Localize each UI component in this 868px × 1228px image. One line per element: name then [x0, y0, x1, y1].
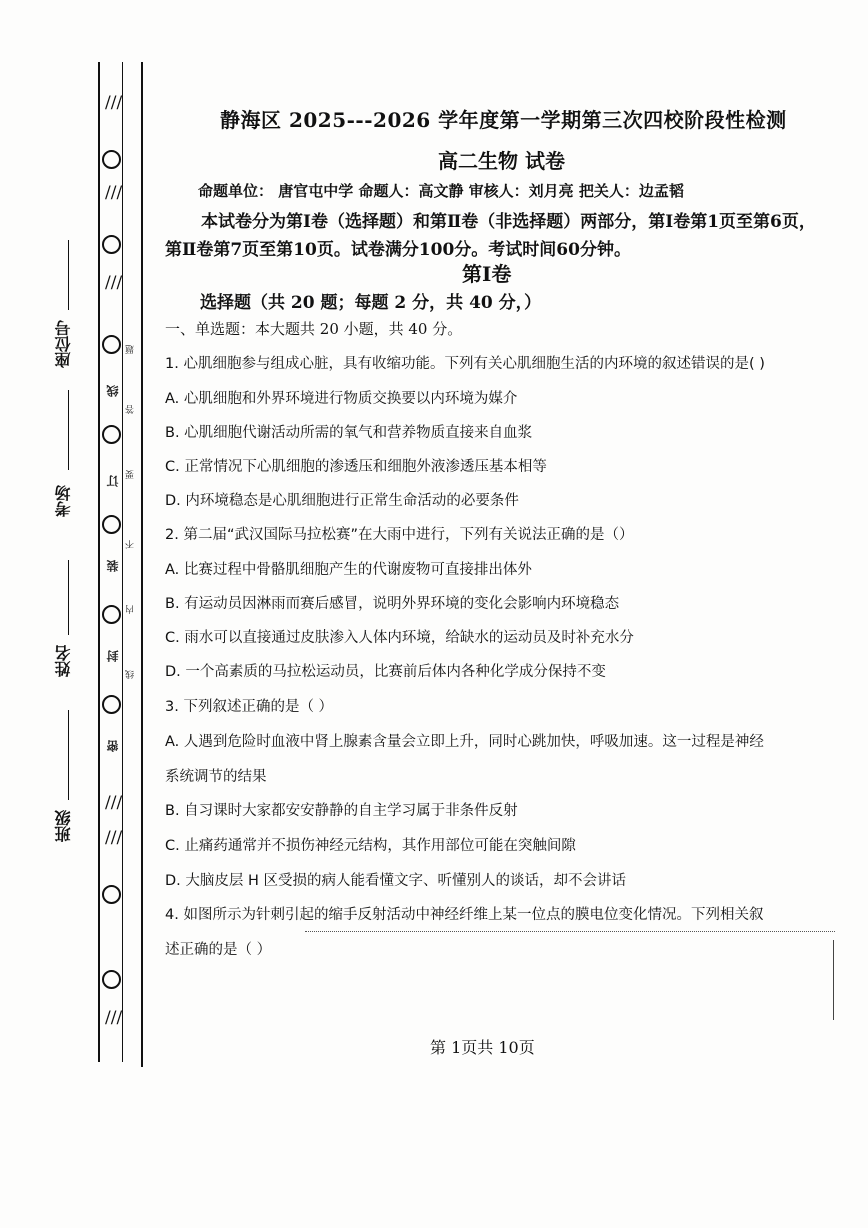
question-option: 系统调节的结果 [165, 769, 267, 785]
margin-mark: 订 [106, 475, 120, 487]
question-option: D. 大脑皮层 H 区受损的病人能看懂文字、听懂别人的谈话，却不会讲话 [165, 873, 627, 889]
margin-mark: 封 [106, 650, 120, 662]
margin-mark: 不 [126, 540, 136, 549]
binding-hole-icon [102, 235, 121, 254]
binding-hole-icon [102, 425, 121, 444]
exam-subtitle: 高二生物 试卷 [438, 149, 565, 173]
name-label: 姓名 [54, 645, 73, 677]
hatch-mark: /// [105, 793, 123, 813]
question-option: B. 心肌细胞代谢活动所需的氧气和营养物质直接来自血浆 [165, 425, 533, 441]
question-option: A. 比赛过程中骨骼肌细胞产生的代谢废物可直接排出体外 [165, 562, 532, 578]
binding-hole-icon [102, 335, 121, 354]
name-line [68, 560, 69, 635]
exam-room-line [68, 390, 69, 470]
question-option: D. 内环境稳态是心肌细胞进行正常生命活动的必要条件 [165, 493, 519, 509]
margin-mark: 内 [126, 605, 136, 614]
section-heading: 一、单选题：本大题共 20 小题，共 40 分。 [165, 320, 463, 338]
hatch-mark: /// [105, 1008, 123, 1028]
question-stem: 1. 心肌细胞参与组成心脏，具有收缩功能。下列有关心肌细胞生活的内环境的叙述错误的是( ) [165, 356, 765, 372]
exam-intro: 本试卷分为第Ⅰ卷（选择题）和第Ⅱ卷（非选择题）两部分，第Ⅰ卷第1页至第6页，第Ⅱ卷第7页至第10页。试卷满分100分。考试时间60分钟。 [165, 212, 816, 260]
question-option: B. 有运动员因淋雨而赛后感冒，说明外界环境的变化会影响内环境稳态 [165, 596, 620, 612]
figure-top-border [305, 931, 835, 932]
hatch-mark: /// [105, 828, 123, 848]
question-option: D. 一个高素质的马拉松运动员，比赛前后体内各种化学成分保持不变 [165, 664, 606, 680]
margin-mark: 装 [106, 560, 120, 572]
selection-heading: 选择题（共 20 题；每题 2 分，共 40 分，） [200, 293, 542, 313]
binding-hole-icon [102, 970, 121, 989]
question-option: 述正确的是（ ） [165, 942, 272, 958]
seat-number-label: 座位号 [54, 320, 73, 368]
binding-hole-icon [102, 150, 121, 169]
question-stem: 2. 第二届“武汉国际马拉松赛”在大雨中进行，下列有关说法正确的是（） [165, 527, 634, 543]
hatch-mark: /// [105, 273, 123, 293]
question-option: A. 人遇到危险时血液中肾上腺素含量会立即上升，同时心跳加快，呼吸加速。这一过程是神经 [165, 734, 764, 750]
figure-edge [833, 940, 834, 1020]
question-stem: 4. 如图所示为针刺引起的缩手反射活动中神经纤维上某一位点的膜电位变化情况。下列相关叙 [165, 907, 764, 923]
hatch-mark: /// [105, 183, 123, 203]
margin-mark: 线 [126, 670, 136, 679]
margin-line-middle [122, 62, 123, 1062]
question-option: B. 自习课时大家都安安静静的自主学习属于非条件反射 [165, 803, 518, 819]
class-line [68, 710, 69, 800]
page-footer: 第 1页共 10页 [430, 1038, 535, 1057]
binding-hole-icon [102, 695, 121, 714]
authors-line: 命题单位： 唐官屯中学 命题人：高文静 审核人：刘月亮 把关人：边孟韬 [198, 182, 684, 200]
margin-mark: 密 [106, 740, 120, 752]
margin-line-outer [98, 62, 100, 1062]
part-heading: 第Ⅰ卷 [462, 262, 512, 286]
margin-mark: 线 [106, 385, 120, 397]
margin-mark: 答 [126, 405, 136, 414]
exam-room-label: 考场 [54, 485, 73, 517]
exam-title: 静海区 2025---2026 学年度第一学期第三次四校阶段性检测 [220, 108, 787, 132]
question-stem: 3. 下列叙述正确的是（ ） [165, 699, 334, 715]
hatch-mark: /// [105, 93, 123, 113]
question-option: C. 止痛药通常并不损伤神经元结构，其作用部位可能在突触间隙 [165, 838, 576, 854]
question-option: C. 雨水可以直接通过皮肤渗入人体内环境，给缺水的运动员及时补充水分 [165, 630, 634, 646]
binding-hole-icon [102, 885, 121, 904]
margin-mark: 题 [126, 345, 136, 354]
margin-line-inner [141, 62, 143, 1067]
seat-number-line [68, 240, 69, 310]
binding-hole-icon [102, 605, 121, 624]
question-option: C. 正常情况下心肌细胞的渗透压和细胞外液渗透压基本相等 [165, 459, 547, 475]
class-label: 班级 [54, 810, 73, 842]
margin-mark: 要 [126, 470, 136, 479]
binding-hole-icon [102, 515, 121, 534]
question-option: A. 心肌细胞和外界环境进行物质交换要以内环境为媒介 [165, 391, 518, 407]
